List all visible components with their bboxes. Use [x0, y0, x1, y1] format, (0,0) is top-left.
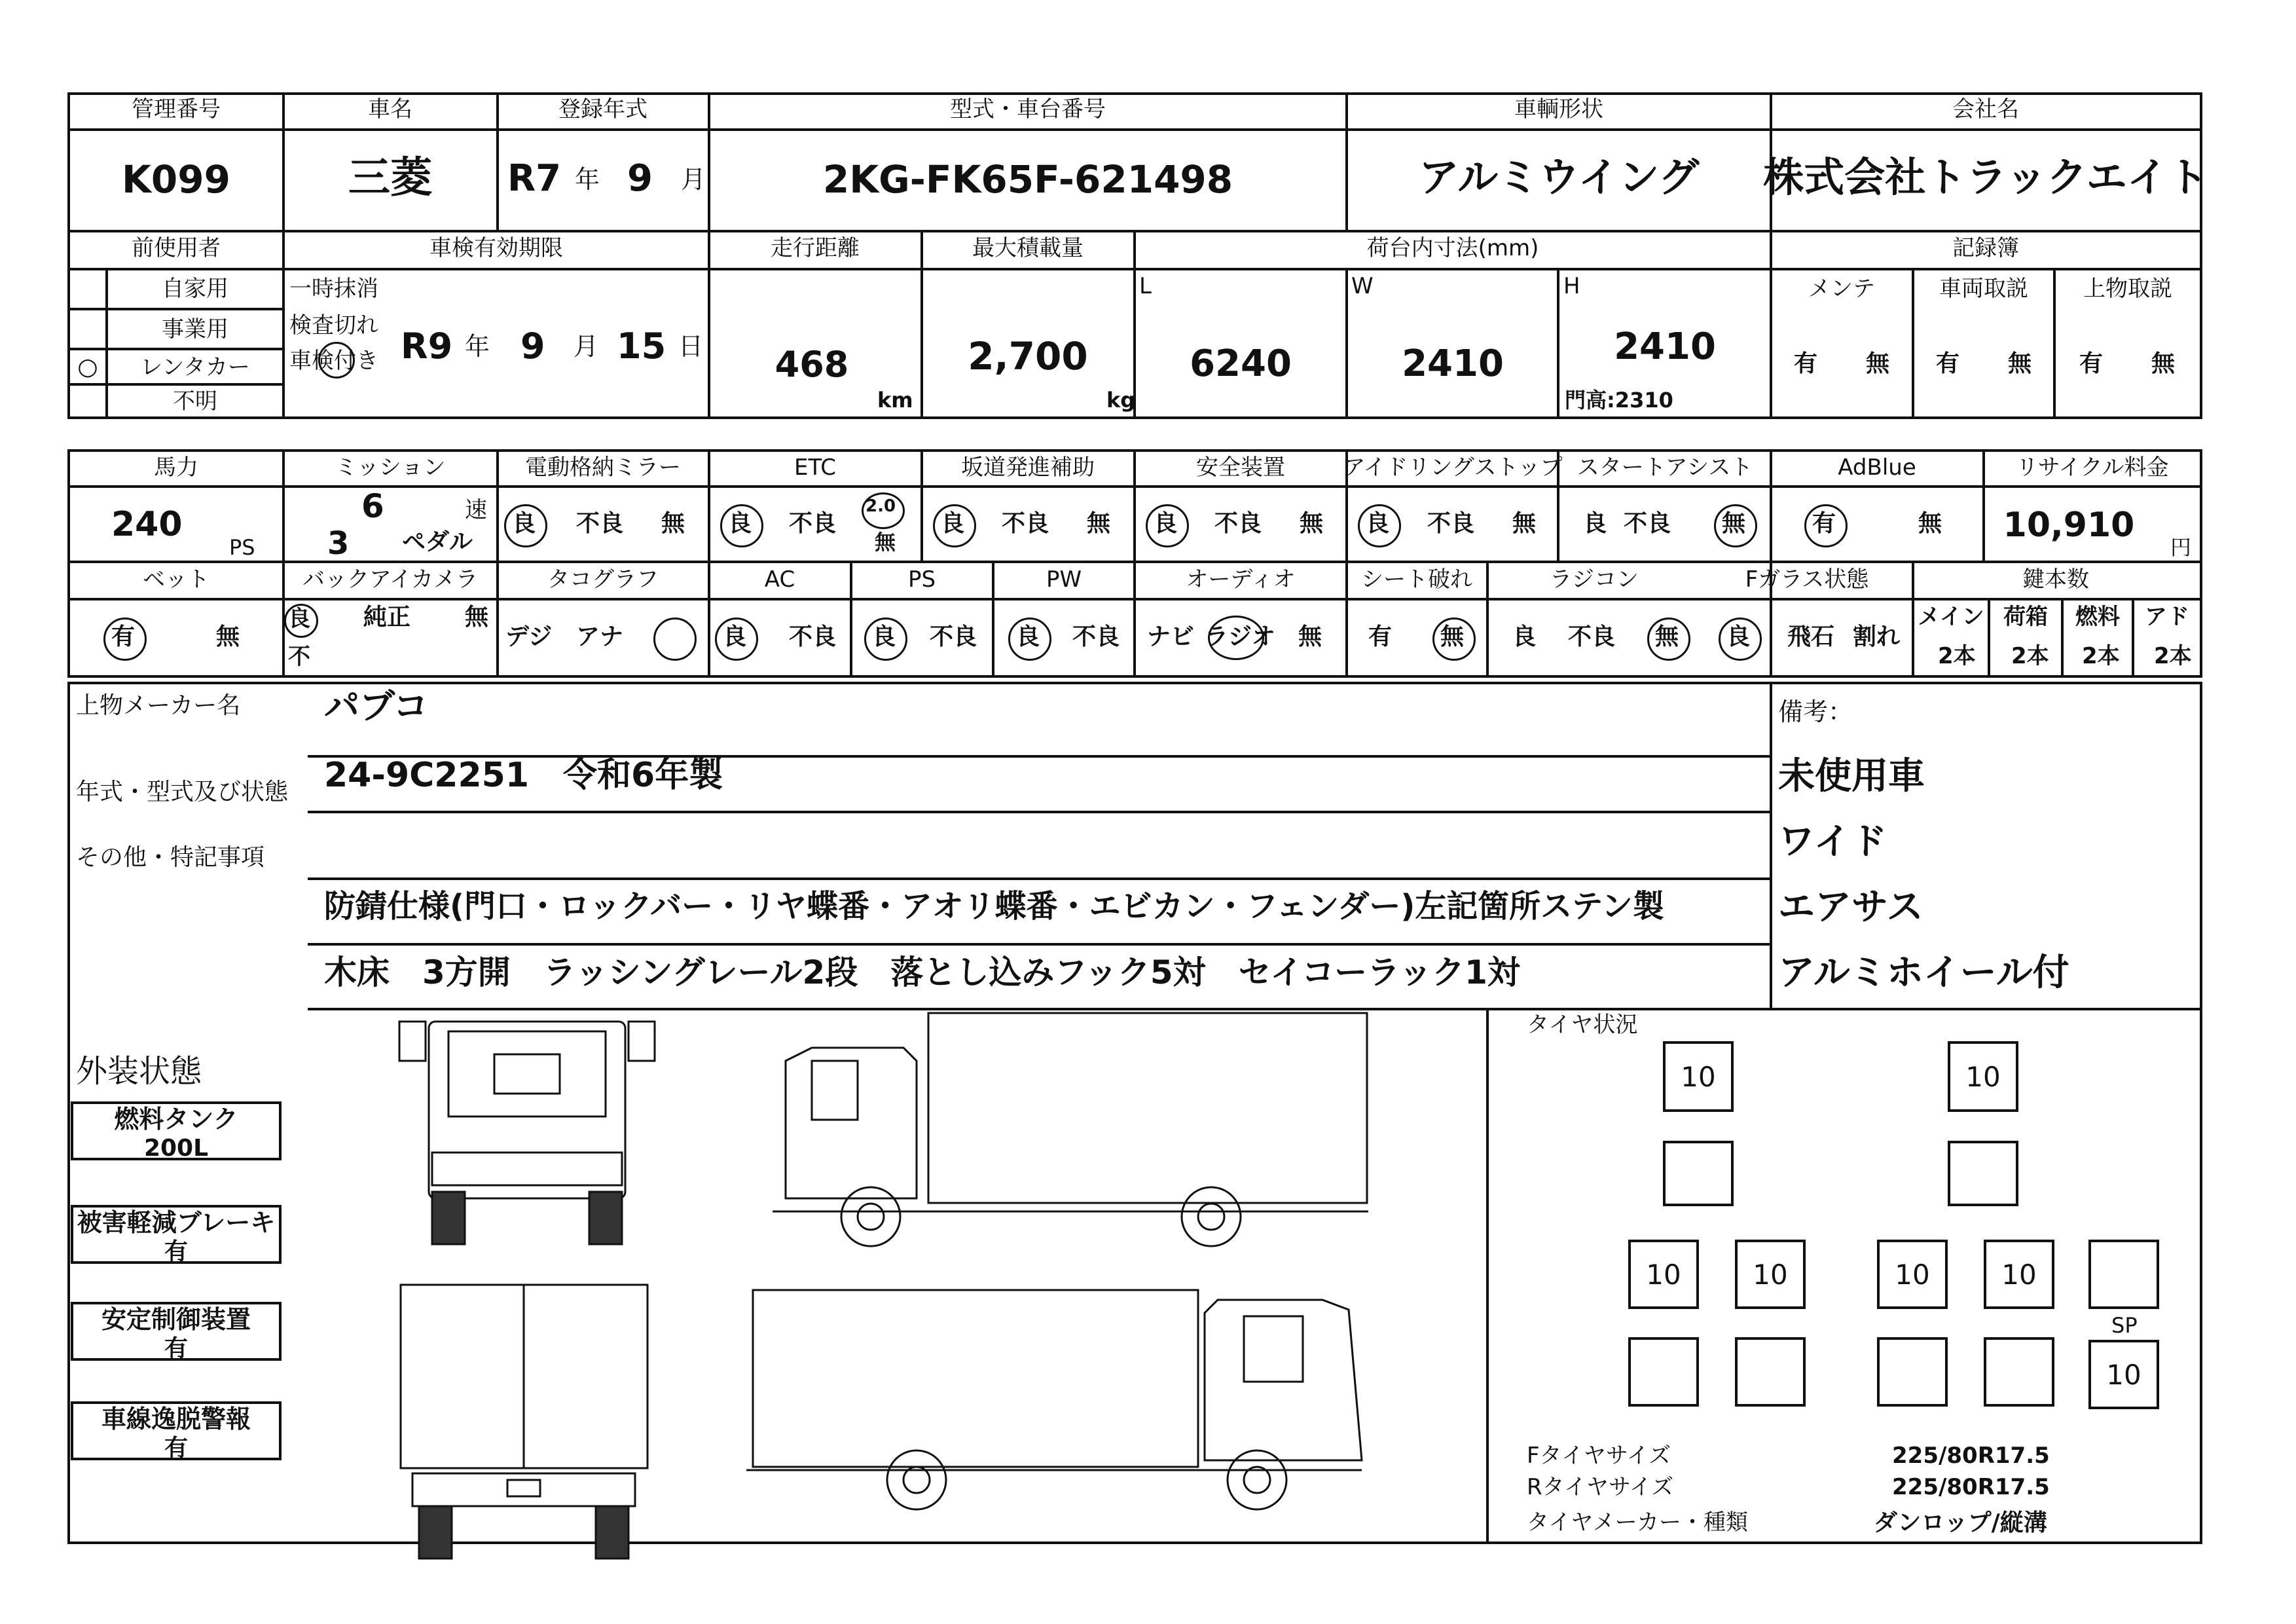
tire-rear-inner-left-blank — [1735, 1337, 1806, 1407]
header-cargo-dims: 荷台内寸法(mm) — [1366, 235, 1539, 261]
header-horsepower: 馬力 — [154, 454, 198, 481]
header-idling-stop: アイドリングストップ — [1343, 454, 1563, 481]
cargo-W-value: 2410 — [1402, 342, 1504, 385]
etc-bad: 不良 — [789, 510, 837, 537]
horsepower-value: 240 — [111, 505, 183, 544]
exterior-collision-brake-label: 被害軽減ブレーキ — [77, 1208, 276, 1237]
exterior-collision-brake-value: 有 — [164, 1238, 189, 1265]
inspection-month: 9 — [520, 325, 545, 367]
body-maker-value: パブコ — [324, 686, 429, 727]
inspection-valid-circle — [318, 342, 355, 378]
r-tire-size: 225/80R17.5 — [1892, 1474, 2050, 1500]
ps-bad: 不良 — [930, 623, 977, 650]
remarks-label: 備考： — [1778, 697, 1853, 726]
recycle-fee-unit: 円 — [2170, 535, 2192, 560]
idling-bad: 不良 — [1427, 510, 1475, 537]
tire-spare-label: SP — [2111, 1313, 2138, 1338]
maker-name: 三菱 — [348, 154, 432, 202]
adblue-yes: 有 — [1812, 510, 1836, 537]
tire-front-left: 10 — [1663, 1041, 1734, 1112]
tire-rear-outer-left-blank — [1628, 1337, 1699, 1407]
body-other-label: その他・特記事項 — [76, 844, 265, 871]
etc-good: 良 — [728, 510, 752, 537]
adblue-none: 無 — [1918, 510, 1942, 537]
start-assist-good: 良 — [1583, 510, 1607, 537]
glass-chip: 飛石 — [1787, 623, 1835, 650]
ac-good: 良 — [723, 623, 747, 650]
tire-rear-inner-right: 10 — [1877, 1240, 1948, 1309]
truck-side-view-right — [773, 1013, 1368, 1246]
prev-user-unknown: 不明 — [173, 388, 217, 415]
tire-front-right: 10 — [1948, 1041, 2018, 1112]
header-tachograph: タコグラフ — [547, 566, 659, 593]
mirror-bad: 不良 — [576, 510, 624, 537]
start-assist-bad: 不良 — [1624, 510, 1671, 537]
body-spec-line-2: 木床 3方開 ラッシングレール2段 落とし込みフック5対 セイコーラック1対 — [324, 953, 1520, 991]
header-prev-user: 前使用者 — [132, 235, 221, 261]
key-fuel-count: 2本 — [2082, 643, 2120, 669]
taco-analog: アナ — [576, 623, 624, 650]
record-body-no: 無 — [2151, 350, 2176, 377]
header-f-glass: Fガラス状態 — [1745, 566, 1869, 593]
key-ad-label: アド — [2145, 604, 2189, 630]
safety-none: 無 — [1300, 510, 1324, 537]
mileage-unit: km — [877, 388, 913, 413]
exterior-title: 外装状態 — [76, 1053, 202, 1090]
prev-user-rental: レンタカー — [140, 354, 250, 380]
hill-good: 良 — [941, 510, 965, 537]
truck-rear-view — [401, 1285, 647, 1559]
tire-status-title: タイヤ状況 — [1527, 1012, 1638, 1038]
key-box-label: 荷箱 — [2003, 604, 2048, 630]
inspection-note-expired: 検査切れ — [289, 312, 378, 339]
header-start-assist: スタートアシスト — [1576, 454, 1753, 481]
audio-radio: ラジオ — [1205, 623, 1276, 650]
tire-rear-outer-right-blank — [1984, 1337, 2054, 1407]
record-maint-no: 無 — [1866, 350, 1890, 377]
prev-user-business: 事業用 — [162, 316, 228, 342]
tire-spare: 10 — [2088, 1340, 2159, 1409]
cargo-L-label: L — [1139, 273, 1152, 299]
etc-none: 無 — [875, 530, 896, 555]
header-etc: ETC — [794, 454, 836, 481]
glass-good: 良 — [1726, 623, 1751, 650]
ac-bad: 不良 — [789, 623, 837, 650]
exterior-stability-control-label: 安定制御装置 — [101, 1305, 251, 1334]
exterior-lane-departure-value: 有 — [164, 1435, 189, 1462]
mirror-none: 無 — [661, 510, 685, 537]
horsepower-unit: PS — [229, 535, 255, 560]
body-year-model-label: 年式・型式及び状態 — [76, 779, 289, 805]
remark-1: 未使用車 — [1778, 755, 1925, 798]
header-safety: 安全装置 — [1196, 454, 1285, 481]
audio-navi: ナビ — [1147, 623, 1195, 650]
header-reg-year: 登録年式 — [558, 96, 647, 122]
inspection-day-unit: 日 — [678, 332, 704, 361]
reg-era: R7 — [507, 157, 562, 200]
tire-rear-inner-right-blank — [1877, 1337, 1948, 1407]
prev-user-mark: ○ — [77, 354, 98, 380]
max-load-unit: kg — [1106, 388, 1136, 413]
taco-digital: デジ — [505, 623, 553, 650]
inspection-month-unit: 月 — [574, 332, 599, 361]
record-vehicle-no: 無 — [2008, 350, 2032, 377]
header-inspection: 車検有効期限 — [429, 235, 563, 261]
exterior-fuel-tank-value: 200L — [143, 1135, 209, 1162]
cargo-W-label: W — [1351, 273, 1374, 299]
transmission-pedal: 3 — [327, 525, 350, 562]
reg-month: 9 — [627, 157, 653, 200]
header-pw: PW — [1046, 566, 1082, 593]
transmission-speed-unit: 速 — [465, 497, 487, 523]
etc-type: 2.0 — [866, 496, 896, 516]
camera-none: 無 — [465, 604, 489, 631]
key-main-label: メイン — [1918, 604, 1984, 630]
record-body-manual: 上物取説 — [2083, 276, 2172, 302]
header-seat-tear: シート破れ — [1361, 566, 1472, 593]
camera-bad: 不 — [288, 644, 310, 670]
remark-2: ワイド — [1778, 821, 1887, 863]
key-fuel-label: 燃料 — [2075, 604, 2120, 630]
tire-rear-inner-left: 10 — [1735, 1240, 1806, 1309]
camera-genuine: 純正 — [363, 604, 411, 631]
header-ac: AC — [764, 566, 795, 593]
tire-front-left-blank — [1663, 1141, 1734, 1206]
recycle-fee-value: 10,910 — [2003, 506, 2135, 545]
hill-none: 無 — [1087, 510, 1111, 537]
mirror-good: 良 — [512, 510, 536, 537]
pw-good: 良 — [1016, 623, 1040, 650]
f-tire-size-label: Fタイヤサイズ — [1527, 1443, 1671, 1469]
header-company: 会社名 — [1952, 96, 2019, 122]
remark-3: エアサス — [1778, 886, 1923, 929]
mgmt-no: K099 — [121, 157, 231, 202]
record-vehicle-manual: 車両取説 — [1939, 276, 2028, 302]
tire-maker-label: タイヤメーカー・種類 — [1527, 1509, 1748, 1536]
ps-good: 良 — [872, 623, 896, 650]
header-maker: 車名 — [368, 96, 412, 122]
inspection-note-valid: 車検付き — [289, 348, 378, 374]
inspection-era: R9 — [401, 325, 453, 367]
header-adblue: AdBlue — [1838, 454, 1916, 481]
tire-rear-outer-left: 10 — [1628, 1240, 1699, 1309]
body-spec-line-1: 防錆仕様(門口・ロックバー・リヤ蝶番・アオリ蝶番・エビカン・フェンダー)左記箇所ステン製 — [324, 888, 1664, 925]
reg-year-unit: 年 — [575, 165, 600, 194]
header-recycle-fee: リサイクル料金 — [2016, 454, 2169, 481]
inspection-year-unit: 年 — [465, 332, 490, 361]
key-main-count: 2本 — [1938, 643, 1976, 669]
radio-control-none: 無 — [1655, 623, 1679, 650]
idling-none: 無 — [1512, 510, 1537, 537]
truck-front-view — [399, 1022, 655, 1244]
header-keys: 鍵本数 — [2022, 566, 2089, 593]
header-mgmt-no: 管理番号 — [132, 96, 221, 122]
inspection-day: 15 — [617, 325, 666, 367]
header-transmission: ミッション — [335, 454, 446, 481]
header-max-load: 最大積載量 — [972, 235, 1084, 261]
exterior-stability-control-value: 有 — [164, 1335, 189, 1362]
hill-bad: 不良 — [1002, 510, 1049, 537]
start-assist-none: 無 — [1722, 510, 1746, 537]
model-chassis-no: 2KG-FK65F-621498 — [822, 157, 1233, 202]
exterior-fuel-tank-label: 燃料タンク — [114, 1105, 238, 1134]
mileage-value: 468 — [774, 344, 849, 385]
transmission-pedal-unit: ペダル — [402, 528, 473, 555]
cargo-H-value: 2410 — [1614, 325, 1716, 368]
tire-maker: ダンロップ/縦溝 — [1874, 1509, 2047, 1536]
header-ps: PS — [907, 566, 936, 593]
company-name: 株式会社トラックエイト — [1763, 153, 2208, 201]
taco-none-circle — [653, 618, 697, 661]
bed-no: 無 — [216, 623, 240, 650]
idling-good: 良 — [1366, 510, 1390, 537]
seat-none: 無 — [1440, 623, 1465, 650]
key-box-count: 2本 — [2011, 643, 2049, 669]
header-model-chassis: 型式・車台番号 — [950, 96, 1106, 122]
safety-good: 良 — [1154, 510, 1178, 537]
record-body-yes: 有 — [2079, 350, 2104, 377]
f-tire-size: 225/80R17.5 — [1892, 1443, 2050, 1469]
header-bed: ベット — [143, 566, 210, 593]
header-backeye-camera: バックアイカメラ — [302, 566, 478, 593]
record-maint-yes: 有 — [1794, 350, 1818, 377]
header-mileage: 走行距離 — [771, 235, 860, 261]
max-load-value: 2,700 — [968, 334, 1088, 378]
exterior-lane-departure-label: 車線逸脱警報 — [101, 1405, 251, 1433]
prev-user-private: 自家用 — [162, 276, 228, 302]
seat-yes: 有 — [1368, 623, 1393, 650]
audio-none: 無 — [1298, 623, 1322, 650]
truck-side-view-left — [746, 1290, 1362, 1509]
tire-rear-outer-right: 10 — [1984, 1240, 2054, 1309]
tire-front-right-blank — [1948, 1141, 2018, 1206]
transmission-speed: 6 — [361, 487, 384, 525]
glass-crack: 割れ — [1853, 623, 1901, 650]
body-type: アルミウイング — [1418, 153, 1700, 201]
reg-month-unit: 月 — [681, 165, 706, 194]
header-power-mirror: 電動格納ミラー — [525, 454, 681, 481]
remark-4: アルミホイール付 — [1778, 951, 2069, 994]
tire-extra-blank — [2088, 1240, 2159, 1309]
header-hill-assist: 坂道発進補助 — [961, 454, 1095, 481]
safety-bad: 不良 — [1214, 510, 1262, 537]
body-year-model-value: 24-9C2251 令和6年製 — [324, 756, 723, 795]
header-radio-control: ラジコン — [1550, 566, 1639, 593]
r-tire-size-label: Rタイヤサイズ — [1527, 1474, 1674, 1500]
record-vehicle-yes: 有 — [1936, 350, 1960, 377]
cargo-L-value: 6240 — [1190, 342, 1292, 385]
header-audio: オーディオ — [1186, 566, 1296, 593]
inspection-note-temp: 一時抹消 — [289, 276, 378, 302]
pw-bad: 不良 — [1072, 623, 1120, 650]
record-maintenance: メンテ — [1808, 276, 1875, 302]
cargo-H-label: H — [1563, 273, 1580, 299]
header-record-book: 記録簿 — [1952, 235, 2019, 261]
body-maker-label: 上物メーカー名 — [76, 692, 241, 719]
camera-good: 良 — [288, 606, 310, 632]
gate-height: 門高:2310 — [1565, 388, 1673, 413]
key-ad-count: 2本 — [2154, 643, 2192, 669]
radio-control-bad: 不良 — [1568, 623, 1616, 650]
header-body-type: 車輌形状 — [1514, 96, 1603, 122]
bed-yes: 有 — [111, 623, 136, 650]
radio-control-good: 良 — [1512, 623, 1537, 650]
